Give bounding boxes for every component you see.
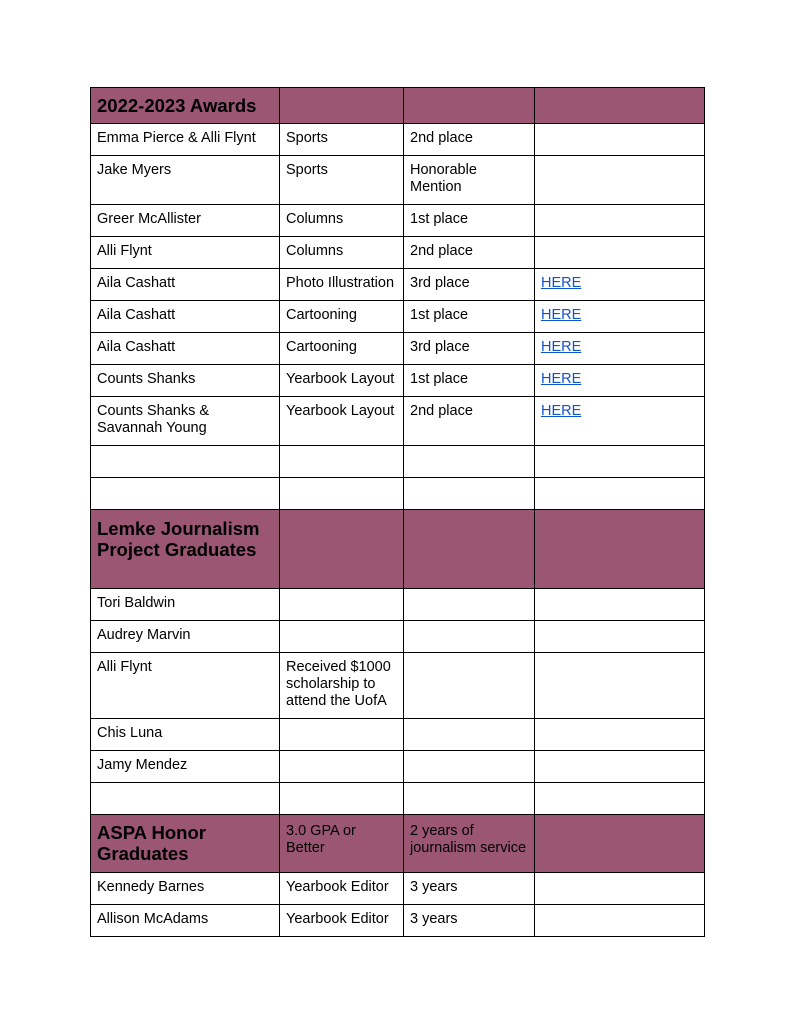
header-cell xyxy=(535,88,705,124)
lemke-section-title: Lemke Journalism Project Graduates xyxy=(91,510,280,589)
aspa-section-title: ASPA Honor Graduates xyxy=(91,815,280,873)
honor-graduate-role: Yearbook Editor xyxy=(280,873,404,905)
empty-row xyxy=(91,446,705,478)
honor-graduate-role: Yearbook Editor xyxy=(280,905,404,937)
award-link-cell xyxy=(535,397,705,446)
header-cell xyxy=(280,510,404,589)
table-row xyxy=(91,365,705,397)
table-row xyxy=(91,653,705,719)
table-row xyxy=(91,873,705,905)
award-category: Cartooning xyxy=(280,333,404,365)
table-row xyxy=(91,751,705,783)
award-place: 1st place xyxy=(404,205,535,237)
award-place: 3rd place xyxy=(404,333,535,365)
award-place: 3rd place xyxy=(404,269,535,301)
award-place: 2nd place xyxy=(404,124,535,156)
award-link[interactable]: HERE xyxy=(541,403,582,419)
honor-graduate-name: Kennedy Barnes xyxy=(91,873,280,905)
award-place: 2nd place xyxy=(404,397,535,446)
awards-section-header xyxy=(91,88,705,124)
empty-row xyxy=(91,478,705,510)
award-category: Columns xyxy=(280,205,404,237)
awards-section-title: 2022-2023 Awards xyxy=(91,88,280,124)
award-link-cell xyxy=(535,156,705,205)
graduate-name: Alli Flynt xyxy=(91,653,280,719)
awards-table xyxy=(90,87,705,937)
award-place: 1st place xyxy=(404,301,535,333)
award-recipient: Alli Flynt xyxy=(91,237,280,269)
award-category: Photo Illustration xyxy=(280,269,404,301)
award-link[interactable]: HERE xyxy=(541,339,582,355)
honor-graduate-name: Allison McAdams xyxy=(91,905,280,937)
header-cell xyxy=(535,510,705,589)
graduate-name: Tori Baldwin xyxy=(91,589,280,621)
award-place: 1st place xyxy=(404,365,535,397)
header-cell xyxy=(280,88,404,124)
award-link-cell xyxy=(535,301,705,333)
empty-row xyxy=(91,783,705,815)
award-category: Columns xyxy=(280,237,404,269)
award-category: Sports xyxy=(280,156,404,205)
graduate-note xyxy=(280,621,404,653)
table-row xyxy=(91,124,705,156)
table-row xyxy=(91,269,705,301)
table-row xyxy=(91,237,705,269)
award-link-cell xyxy=(535,365,705,397)
honor-graduate-years: 3 years xyxy=(404,873,535,905)
table-row xyxy=(91,333,705,365)
graduate-name: Jamy Mendez xyxy=(91,751,280,783)
lemke-section-header xyxy=(91,510,705,589)
award-place: Honorable Mention xyxy=(404,156,535,205)
table-row xyxy=(91,205,705,237)
header-cell xyxy=(404,510,535,589)
table-row xyxy=(91,905,705,937)
award-recipient: Counts Shanks xyxy=(91,365,280,397)
table-row xyxy=(91,397,705,446)
award-link-cell xyxy=(535,205,705,237)
graduate-note: Received $1000 scholarship to attend the UofA xyxy=(280,653,404,719)
award-category: Yearbook Layout xyxy=(280,365,404,397)
award-category: Cartooning xyxy=(280,301,404,333)
award-recipient: Counts Shanks & Savannah Young xyxy=(91,397,280,446)
award-category: Sports xyxy=(280,124,404,156)
graduate-name: Chis Luna xyxy=(91,719,280,751)
header-cell xyxy=(404,88,535,124)
award-link-cell xyxy=(535,333,705,365)
graduate-note xyxy=(280,719,404,751)
graduate-note xyxy=(280,589,404,621)
table-row xyxy=(91,621,705,653)
award-recipient: Greer McAllister xyxy=(91,205,280,237)
header-cell xyxy=(535,815,705,873)
aspa-service-header: 2 years of journalism service xyxy=(404,815,535,873)
honor-graduate-years: 3 years xyxy=(404,905,535,937)
award-place: 2nd place xyxy=(404,237,535,269)
graduate-note xyxy=(280,751,404,783)
award-link[interactable]: HERE xyxy=(541,371,582,387)
award-link-cell xyxy=(535,124,705,156)
table-row xyxy=(91,301,705,333)
aspa-section-header xyxy=(91,815,705,873)
award-category: Yearbook Layout xyxy=(280,397,404,446)
award-recipient: Aila Cashatt xyxy=(91,269,280,301)
award-recipient: Aila Cashatt xyxy=(91,301,280,333)
table-row xyxy=(91,156,705,205)
award-recipient: Emma Pierce & Alli Flynt xyxy=(91,124,280,156)
table-row xyxy=(91,589,705,621)
award-link-cell xyxy=(535,237,705,269)
award-link[interactable]: HERE xyxy=(541,275,582,291)
award-recipient: Jake Myers xyxy=(91,156,280,205)
award-link[interactable]: HERE xyxy=(541,307,582,323)
award-recipient: Aila Cashatt xyxy=(91,333,280,365)
graduate-name: Audrey Marvin xyxy=(91,621,280,653)
award-link-cell xyxy=(535,269,705,301)
table-row xyxy=(91,719,705,751)
aspa-gpa-header: 3.0 GPA or Better xyxy=(280,815,404,873)
